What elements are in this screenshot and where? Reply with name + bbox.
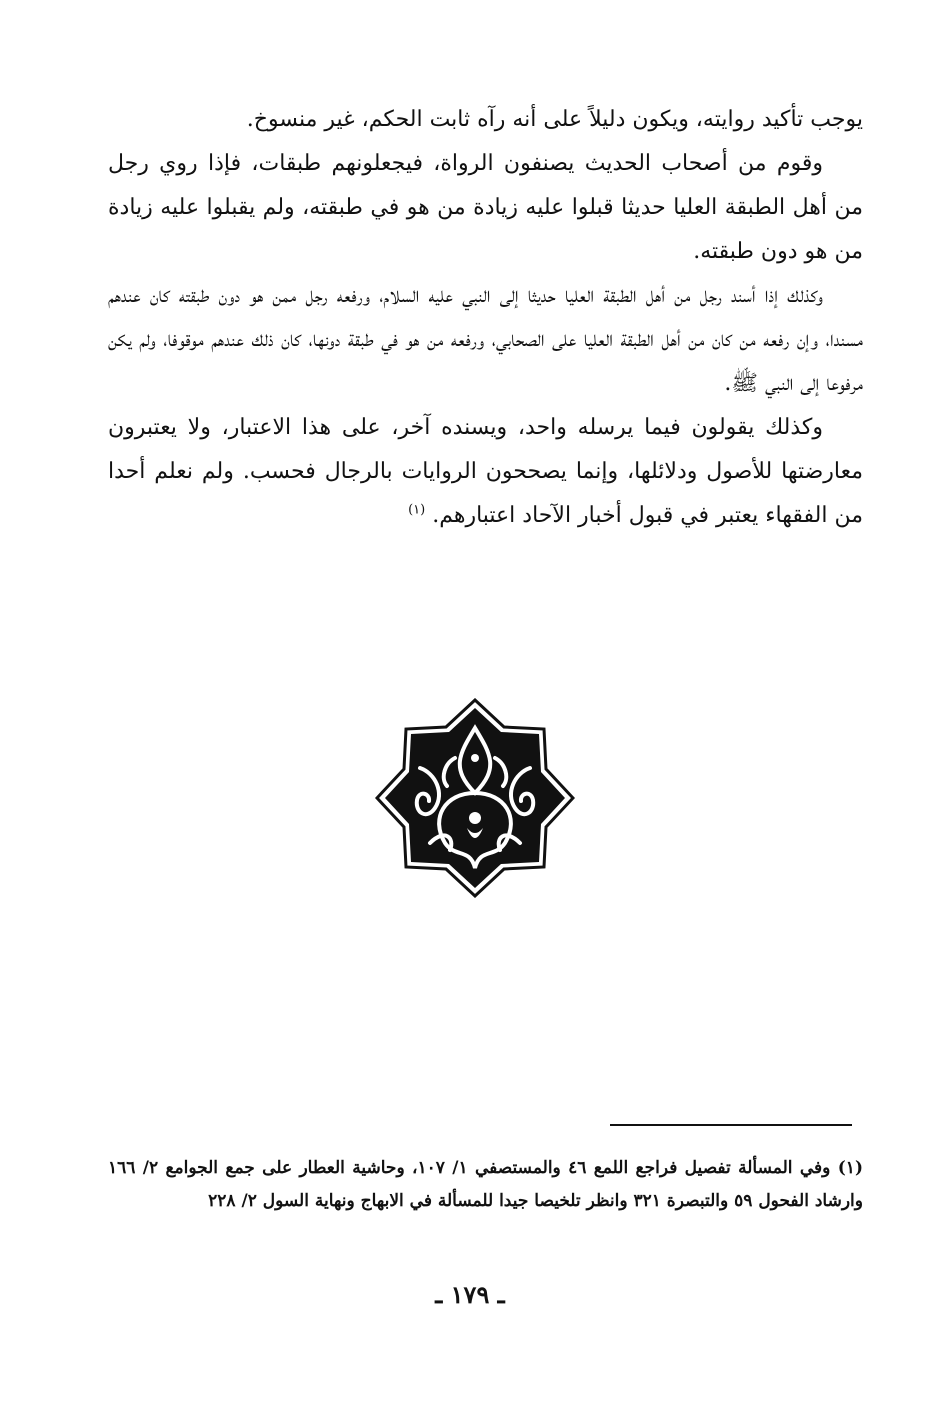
- page-number: ـ ١٧٩ ـ: [435, 1280, 505, 1309]
- paragraph-4: [108, 406, 863, 538]
- paragraph-3: وكذلك إذا أسند رجل من أهل الطبقة العليا حديثا إلى النبي عليه السلام، ورفعه رجل ممن هو دون طبقته كان عندهم مسندا، وإن رفعه من كان من أهل الطبقة العليا على الصحابي، ورفعه من هو في طبقة دونها، كان ذلك عندهم موقوفا، ولم يكن مرفوعا إلى النبي ﷺ.: [108, 283, 863, 396]
- paragraph-2: وقوم من أصحاب الحديث يصنفون الرواة، فيجعلونهم طبقات، فإذا روي رجل من أهل الطبقة العليا حديثا قبلوا عليه زيادة من هو في طبقته، ولم يقبلوا عليه زيادة من هو دون طبقته.: [108, 151, 864, 264]
- footnote-marker: (١): [408, 502, 426, 518]
- footnotes: [108, 1152, 863, 1218]
- paragraph-1: يوجب تأكيد روايته، ويكون دليلاً على أنه رآه ثابت الحكم، غير منسوخ.: [246, 107, 863, 132]
- main-text: [108, 98, 863, 538]
- paragraph-4-text: وكذلك يقولون فيما يرسله واحد، ويسنده آخر، على هذا الاعتبار، ولا يعتبرون معارضتها للأصول ودلائلها، وإنما يصححون الروايات بالرجال فحسب. ولم نعلم أحدا من الفقهاء يعتبر في قبول أخبار الآحاد اعتبارهم.: [108, 415, 863, 528]
- footnote-1: (١) وفي المسألة تفصيل فراجع اللمع ٤٦ والمستصفي ١/ ١٠٧، وحاشية العطار على جمع الجوامع ٢/ ١٦٦ وارشاد الفحول ٥٩ والتبصرة ٣٢١ وانظر تلخيصا جيدا للمسألة في الابهاج ونهاية السول ٢/ ٢٢٨: [108, 1158, 863, 1211]
- footnote-divider: [610, 1124, 852, 1126]
- ornament-icon: [375, 698, 575, 898]
